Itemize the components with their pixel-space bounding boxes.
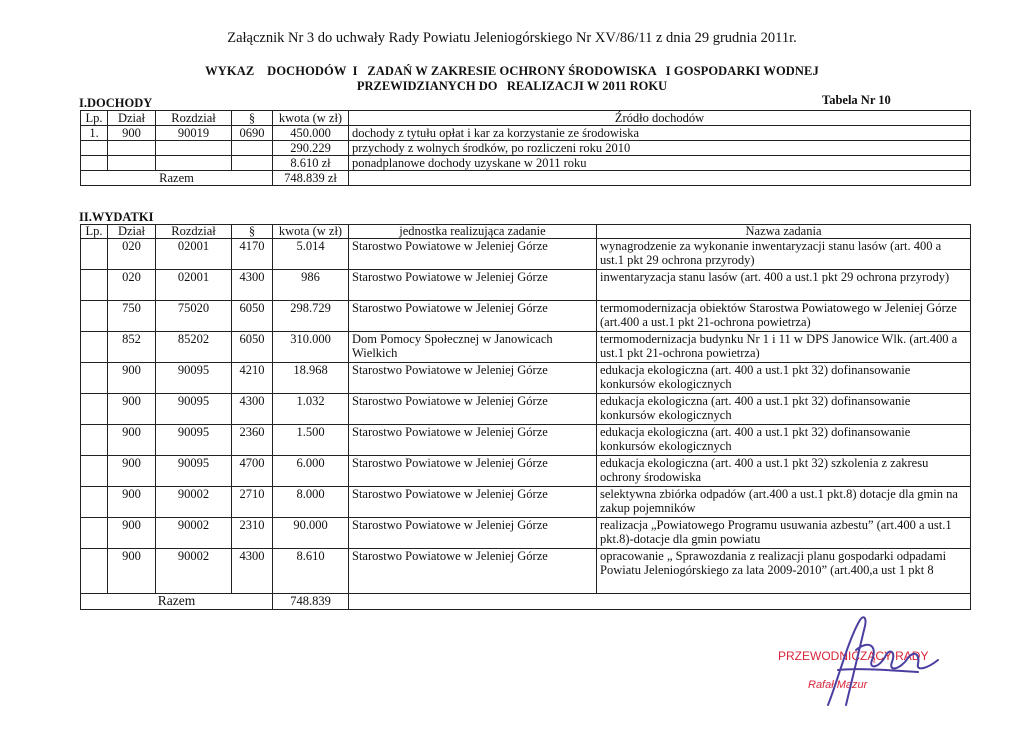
signature-stamp <box>768 610 948 720</box>
col-header-zrodlo: Źródło dochodów <box>349 111 971 126</box>
cell-lp <box>81 301 108 332</box>
expenses-header-row <box>81 225 971 239</box>
col-header-jednostka: jednostka realizująca zadanie <box>349 225 597 239</box>
cell-paragraph: 6050 <box>232 332 273 363</box>
cell-rozdzial: 02001 <box>156 239 232 270</box>
cell-rozdzial: 90019 <box>156 126 232 141</box>
income-total-row <box>81 171 971 186</box>
cell-lp <box>81 487 108 518</box>
cell-kwota: 1.500 <box>273 425 349 456</box>
col-header-rozdzial: Rozdział <box>156 225 232 239</box>
cell-lp <box>81 239 108 270</box>
cell-dzial: 900 <box>108 456 156 487</box>
cell-lp <box>81 394 108 425</box>
cell-jednostka: Starostwo Powiatowe w Jeleniej Górze <box>349 270 597 301</box>
cell-rozdzial: 90095 <box>156 394 232 425</box>
cell-paragraph <box>232 156 273 171</box>
cell-lp: 1. <box>81 126 108 141</box>
cell-jednostka: Starostwo Powiatowe w Jeleniej Górze <box>349 456 597 487</box>
cell-kwota: 5.014 <box>273 239 349 270</box>
table-number: Tabela Nr 10 <box>822 93 891 107</box>
col-header-paragraph: § <box>232 111 273 126</box>
expenses-total-value: 748.839 <box>273 594 349 610</box>
cell-nazwa: realizacja „Powiatowego Programu usuwania azbestu” (art.400 a ust.1 pkt.8)-dotacje dla gmin powiatu <box>597 518 971 549</box>
document-title-line1: WYKAZ DOCHODÓW I ZADAŃ W ZAKRESIE OCHRONY ŚRODOWISKA I GOSPODARKI WODNEJ <box>205 64 819 78</box>
cell-kwota: 1.032 <box>273 394 349 425</box>
cell-nazwa: edukacja ekologiczna (art. 400 a ust.1 pkt 32) szkolenia z zakresu ochrony środowiska <box>597 456 971 487</box>
col-header-paragraph: § <box>232 225 273 239</box>
cell-zrodlo: przychody z wolnych środków, po rozliczeni roku 2010 <box>349 141 971 156</box>
cell-lp <box>81 425 108 456</box>
cell-nazwa: edukacja ekologiczna (art. 400 a ust.1 pkt 32) dofinansowanie konkursów ekologicznych <box>597 363 971 394</box>
cell-rozdzial: 90002 <box>156 518 232 549</box>
cell-dzial: 900 <box>108 487 156 518</box>
table-row <box>81 394 971 425</box>
cell-lp <box>81 363 108 394</box>
cell-kwota: 450.000 <box>273 126 349 141</box>
col-header-dzial: Dział <box>108 225 156 239</box>
cell-nazwa: selektywna zbiórka odpadów (art.400 a ust.1 pkt.8) dotacje dla gmin na zakup pojemników <box>597 487 971 518</box>
cell-empty <box>349 171 971 186</box>
cell-paragraph: 4300 <box>232 394 273 425</box>
table-row <box>81 270 971 301</box>
cell-lp <box>81 456 108 487</box>
table-row <box>81 549 971 594</box>
cell-nazwa: edukacja ekologiczna (art. 400 a ust.1 pkt 32) dofinansowanie konkursów ekologicznych <box>597 425 971 456</box>
col-header-lp: Lp. <box>81 225 108 239</box>
table-row <box>81 487 971 518</box>
annex-heading: Załącznik Nr 3 do uchwały Rady Powiatu Jeleniogórskiego Nr XV/86/11 z dnia 29 grudnia 2011r. <box>227 30 797 46</box>
cell-nazwa: opracowanie „ Sprawozdania z realizacji planu gospodarki odpadami Powiatu Jeleniogórskiego za lata 2009-2010” (art.400,a ust 1 pkt 8 <box>597 549 971 594</box>
cell-kwota: 8.610 <box>273 549 349 594</box>
table-row <box>81 156 971 171</box>
cell-jednostka: Starostwo Powiatowe w Jeleniej Górze <box>349 487 597 518</box>
cell-jednostka: Starostwo Powiatowe w Jeleniej Górze <box>349 239 597 270</box>
cell-rozdzial <box>156 141 232 156</box>
cell-lp <box>81 156 108 171</box>
cell-dzial: 020 <box>108 239 156 270</box>
cell-kwota: 6.000 <box>273 456 349 487</box>
cell-jednostka: Starostwo Powiatowe w Jeleniej Górze <box>349 301 597 332</box>
cell-kwota: 90.000 <box>273 518 349 549</box>
cell-dzial: 900 <box>108 549 156 594</box>
cell-paragraph: 4300 <box>232 549 273 594</box>
cell-kwota: 8.610 zł <box>273 156 349 171</box>
cell-jednostka: Starostwo Powiatowe w Jeleniej Górze <box>349 425 597 456</box>
cell-jednostka: Starostwo Powiatowe w Jeleniej Górze <box>349 394 597 425</box>
expenses-total-label: Razem <box>81 594 273 610</box>
cell-dzial: 900 <box>108 394 156 425</box>
col-header-kwota: kwota (w zł) <box>273 225 349 239</box>
income-total-label: Razem <box>81 171 273 186</box>
cell-jednostka: Dom Pomocy Społecznej w Janowicach Wielkich <box>349 332 597 363</box>
cell-rozdzial: 02001 <box>156 270 232 301</box>
cell-jednostka: Starostwo Powiatowe w Jeleniej Górze <box>349 518 597 549</box>
table-row <box>81 301 971 332</box>
table-row <box>81 141 971 156</box>
col-header-kwota: kwota (w zł) <box>273 111 349 126</box>
document-title-line2: PRZEWIDZIANYCH DO REALIZACJI W 2011 ROKU <box>356 79 668 93</box>
cell-nazwa: wynagrodzenie za wykonanie inwentaryzacji stanu lasów (art. 400 a ust.1 pkt 29 ochrona przyrody) <box>597 239 971 270</box>
cell-dzial <box>108 156 156 171</box>
income-total-value: 748.839 zł <box>273 171 349 186</box>
cell-rozdzial: 85202 <box>156 332 232 363</box>
cell-rozdzial <box>156 156 232 171</box>
expenses-table <box>80 224 971 610</box>
cell-dzial <box>108 141 156 156</box>
table-row <box>81 126 971 141</box>
income-table <box>80 110 971 186</box>
cell-dzial: 750 <box>108 301 156 332</box>
cell-paragraph: 4170 <box>232 239 273 270</box>
col-header-nazwa: Nazwa zadania <box>597 225 971 239</box>
cell-dzial: 900 <box>108 363 156 394</box>
cell-rozdzial: 90095 <box>156 425 232 456</box>
table-row <box>81 456 971 487</box>
cell-dzial: 852 <box>108 332 156 363</box>
cell-paragraph: 6050 <box>232 301 273 332</box>
col-header-lp: Lp. <box>81 111 108 126</box>
cell-nazwa: termomodernizacja budynku Nr 1 i 11 w DPS Janowice Wlk. (art.400 a ust.1 pkt 21-ochrona powietrza) <box>597 332 971 363</box>
cell-dzial: 900 <box>108 425 156 456</box>
table-row <box>81 239 971 270</box>
cell-lp <box>81 270 108 301</box>
col-header-dzial: Dział <box>108 111 156 126</box>
cell-rozdzial: 75020 <box>156 301 232 332</box>
cell-rozdzial: 90002 <box>156 487 232 518</box>
cell-paragraph: 2360 <box>232 425 273 456</box>
cell-paragraph: 2710 <box>232 487 273 518</box>
cell-dzial: 900 <box>108 518 156 549</box>
cell-kwota: 18.968 <box>273 363 349 394</box>
cell-lp <box>81 549 108 594</box>
cell-kwota: 310.000 <box>273 332 349 363</box>
table-row <box>81 425 971 456</box>
cell-kwota: 290.229 <box>273 141 349 156</box>
cell-lp <box>81 332 108 363</box>
cell-dzial: 020 <box>108 270 156 301</box>
cell-dzial: 900 <box>108 126 156 141</box>
cell-rozdzial: 90095 <box>156 456 232 487</box>
cell-paragraph: 4700 <box>232 456 273 487</box>
cell-nazwa: termomodernizacja obiektów Starostwa Powiatowego w Jeleniej Górze (art.400 a ust.1 pkt 21-ochrona powietrza) <box>597 301 971 332</box>
cell-nazwa: edukacja ekologiczna (art. 400 a ust.1 pkt 32) dofinansowanie konkursów ekologicznych <box>597 394 971 425</box>
cell-zrodlo: dochody z tytułu opłat i kar za korzystanie ze środowiska <box>349 126 971 141</box>
cell-lp <box>81 141 108 156</box>
expenses-section-label: II.WYDATKI <box>79 210 154 224</box>
cell-kwota: 8.000 <box>273 487 349 518</box>
col-header-rozdzial: Rozdział <box>156 111 232 126</box>
income-header-row <box>81 111 971 126</box>
cell-jednostka: Starostwo Powiatowe w Jeleniej Górze <box>349 363 597 394</box>
expenses-body <box>81 239 971 594</box>
cell-paragraph: 0690 <box>232 126 273 141</box>
table-row <box>81 363 971 394</box>
cell-nazwa: inwentaryzacja stanu lasów (art. 400 a ust.1 pkt 29 ochrona przyrody) <box>597 270 971 301</box>
expenses-total-row <box>81 594 971 610</box>
cell-paragraph: 2310 <box>232 518 273 549</box>
cell-jednostka: Starostwo Powiatowe w Jeleniej Górze <box>349 549 597 594</box>
cell-kwota: 986 <box>273 270 349 301</box>
cell-lp <box>81 518 108 549</box>
cell-paragraph: 4210 <box>232 363 273 394</box>
cell-paragraph: 4300 <box>232 270 273 301</box>
stamp-name: Rafał Mazur <box>808 679 868 691</box>
cell-rozdzial: 90002 <box>156 549 232 594</box>
cell-zrodlo: ponadplanowe dochody uzyskane w 2011 roku <box>349 156 971 171</box>
cell-kwota: 298.729 <box>273 301 349 332</box>
cell-empty <box>349 594 971 610</box>
table-row <box>81 332 971 363</box>
table-row <box>81 518 971 549</box>
cell-rozdzial: 90095 <box>156 363 232 394</box>
cell-paragraph <box>232 141 273 156</box>
income-section-label: I.DOCHODY <box>79 96 153 110</box>
stamp-title: PRZEWODNICZĄCY RADY <box>778 649 929 663</box>
